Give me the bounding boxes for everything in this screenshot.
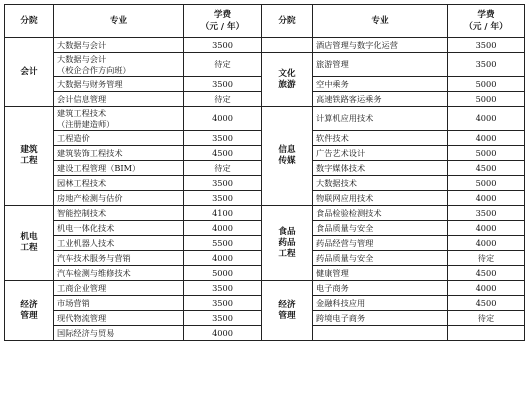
fee-cell: 3500 (184, 311, 262, 326)
major-cell (313, 311, 448, 326)
major-cell (54, 266, 184, 281)
fee-cell: 4000 (448, 107, 525, 131)
major-name: 建设工程管理（BIM） (57, 162, 141, 173)
major-cell (54, 191, 184, 206)
fee-cell: 3500 (184, 176, 262, 191)
major-name: 跨境电子商务 (316, 312, 366, 323)
major-cell (54, 161, 184, 176)
fee-cell: 4500 (448, 266, 525, 281)
table-row (5, 206, 525, 221)
major-cell (313, 281, 448, 296)
major-name: 食品检验检测技术 (316, 207, 382, 218)
college-name-line: 文化 (278, 68, 296, 79)
fee-cell: 待定 (184, 92, 262, 107)
fee-cell: 待定 (448, 311, 525, 326)
major-name: 药品质量与安全 (316, 252, 374, 263)
fee-cell: 3500 (184, 77, 262, 92)
fee-cell: 3500 (184, 38, 262, 53)
header-row (5, 5, 525, 38)
major-cell (54, 38, 184, 53)
major-cell (54, 326, 184, 341)
major-name: 市场营销 (57, 297, 90, 308)
fee-cell: 5000 (448, 146, 525, 161)
fee-cell: 3500 (184, 191, 262, 206)
fee-cell: 3500 (184, 131, 262, 146)
fee-cell: 4000 (184, 326, 262, 341)
fee-cell: 待定 (184, 161, 262, 176)
fee-cell: 4500 (448, 161, 525, 176)
college-name-line: 工程 (20, 156, 38, 166)
major-name: 园林工程技术 (57, 177, 107, 188)
major-name: 大数据与会计 (57, 39, 107, 50)
tuition-document (4, 4, 524, 397)
header-fee-line1: 学费 (477, 10, 495, 20)
fee-cell: 4000 (184, 107, 262, 131)
fee-cell: 4000 (448, 281, 525, 296)
major-cell (54, 281, 184, 296)
fee-cell: 5000 (448, 77, 525, 92)
major-cell (54, 221, 184, 236)
college-name-line: 工程 (278, 248, 296, 259)
major-name: 智能控制技术 (57, 207, 107, 218)
major-cell (54, 131, 184, 146)
table-row (5, 53, 525, 77)
college-cell (262, 281, 313, 341)
header-fee-line2: （元 / 年） (200, 22, 245, 32)
fee-cell: 4500 (448, 296, 525, 311)
fee-cell: 5000 (448, 92, 525, 107)
major-cell (54, 311, 184, 326)
major-name: 高速铁路客运乘务 (316, 93, 382, 104)
major-name: 工商企业管理 (57, 282, 107, 293)
major-name: 酒店管理与数字化运营 (316, 39, 398, 50)
fee-cell: 4000 (448, 221, 525, 236)
major-name: 汽车技术服务与营销 (57, 252, 131, 263)
major-cell (54, 296, 184, 311)
major-cell (313, 206, 448, 221)
major-cell (313, 251, 448, 266)
header-fee-line2: （元 / 年） (464, 22, 508, 32)
major-name: 数字媒体技术 (316, 162, 366, 173)
college-name-line: 会计 (20, 66, 38, 77)
major-cell (54, 107, 184, 131)
college-name-line: 食品 (278, 226, 296, 237)
college-name-line: 管理 (20, 310, 38, 321)
major-cell (313, 266, 448, 281)
table-row (5, 281, 525, 296)
college-name-line: 管理 (278, 310, 296, 321)
header-college-right: 分院 (262, 5, 313, 38)
college-cell (5, 281, 54, 341)
major-name: 计算机应用技术 (316, 113, 374, 123)
major-cell (313, 221, 448, 236)
major-cell (54, 206, 184, 221)
major-name: 汽车检测与维修技术 (57, 267, 131, 278)
major-cell (313, 92, 448, 107)
table-row (5, 38, 525, 53)
college-cell (5, 206, 54, 281)
college-name-line: 机电 (20, 232, 38, 242)
college-cell (5, 38, 54, 107)
header-fee-left (184, 5, 262, 38)
major-name: 会计信息管理 (57, 93, 107, 104)
major-name: 健康管理 (316, 267, 349, 278)
major-name: 空中乘务 (316, 78, 349, 89)
college-name-line: 工程 (20, 243, 38, 253)
header-fee-line1: 学费 (213, 10, 232, 20)
major-name: 工业机器人技术 (57, 237, 115, 248)
major-cell (54, 176, 184, 191)
college-name-line: 传媒 (278, 156, 296, 166)
major-cell (313, 107, 448, 131)
major-cell (313, 191, 448, 206)
fee-cell: 3500 (184, 281, 262, 296)
fee-cell: 3500 (448, 53, 525, 77)
major-name: （注册建造师） (57, 118, 115, 129)
major-cell (313, 161, 448, 176)
college-name-line: 旅游 (278, 79, 296, 90)
major-cell (54, 92, 184, 107)
fee-cell: 5000 (448, 176, 525, 191)
major-cell (313, 77, 448, 92)
college-name-line: 经济 (278, 299, 296, 310)
fee-cell: 4000 (448, 236, 525, 251)
college-name-line: 经济 (20, 299, 38, 310)
major-name: 机电一体化技术 (57, 222, 115, 233)
fee-cell: 4500 (184, 146, 262, 161)
header-major-left: 专业 (54, 5, 184, 38)
major-name: 工程造价 (57, 132, 90, 143)
header-college-left: 分院 (5, 5, 54, 38)
college-cell (262, 107, 313, 206)
major-cell (313, 296, 448, 311)
major-cell (313, 146, 448, 161)
college-cell (262, 53, 313, 107)
college-cell (262, 38, 313, 53)
major-cell (313, 131, 448, 146)
table-row (5, 107, 525, 131)
major-cell (313, 53, 448, 77)
major-name: 金融科技应用 (316, 297, 366, 308)
fee-cell: 3500 (184, 296, 262, 311)
major-name: 大数据技术 (316, 177, 357, 188)
major-name: 大数据与财务管理 (57, 78, 123, 89)
major-name: 药品经营与管理 (316, 237, 374, 248)
fee-cell: 5500 (184, 236, 262, 251)
major-name: 软件技术 (316, 132, 349, 143)
major-name: 房地产检测与估价 (57, 192, 123, 203)
fee-cell: 3500 (448, 38, 525, 53)
college-cell (5, 107, 54, 206)
major-cell (313, 236, 448, 251)
major-cell (54, 146, 184, 161)
major-cell (313, 176, 448, 191)
fee-cell: 5000 (184, 266, 262, 281)
fee-cell: 4000 (184, 221, 262, 236)
fee-cell: 待定 (184, 53, 262, 77)
fee-cell: 4000 (448, 131, 525, 146)
header-major-right: 专业 (313, 5, 448, 38)
fee-cell: 4000 (184, 251, 262, 266)
major-cell (54, 77, 184, 92)
tuition-table (4, 4, 525, 341)
major-name: 广告艺术设计 (316, 147, 366, 158)
fee-cell: 4100 (184, 206, 262, 221)
major-name: （校企合作方向班） (57, 64, 131, 75)
major-name: 物联网应用技术 (316, 192, 374, 203)
major-cell (313, 326, 448, 341)
college-name-line: 药品 (278, 237, 296, 248)
major-name: 建筑装饰工程技术 (57, 147, 123, 158)
major-name: 食品质量与安全 (316, 222, 374, 233)
major-name: 电子商务 (316, 282, 349, 293)
major-name: 国际经济与贸易 (57, 327, 115, 338)
college-name-line: 建筑 (20, 145, 38, 155)
major-name: 旅游管理 (316, 59, 349, 69)
major-cell (54, 53, 184, 77)
college-name-line: 信息 (278, 145, 296, 155)
major-cell (54, 251, 184, 266)
fee-cell: 4000 (448, 191, 525, 206)
major-name: 现代物流管理 (57, 312, 107, 323)
fee-cell (448, 326, 525, 341)
major-cell (313, 38, 448, 53)
fee-cell: 3500 (448, 206, 525, 221)
header-fee-right (448, 5, 525, 38)
major-name: 建筑工程技术 (57, 107, 107, 118)
major-cell (54, 236, 184, 251)
fee-cell: 待定 (448, 251, 525, 266)
major-name: 大数据与会计 (57, 53, 107, 64)
college-cell (262, 206, 313, 281)
